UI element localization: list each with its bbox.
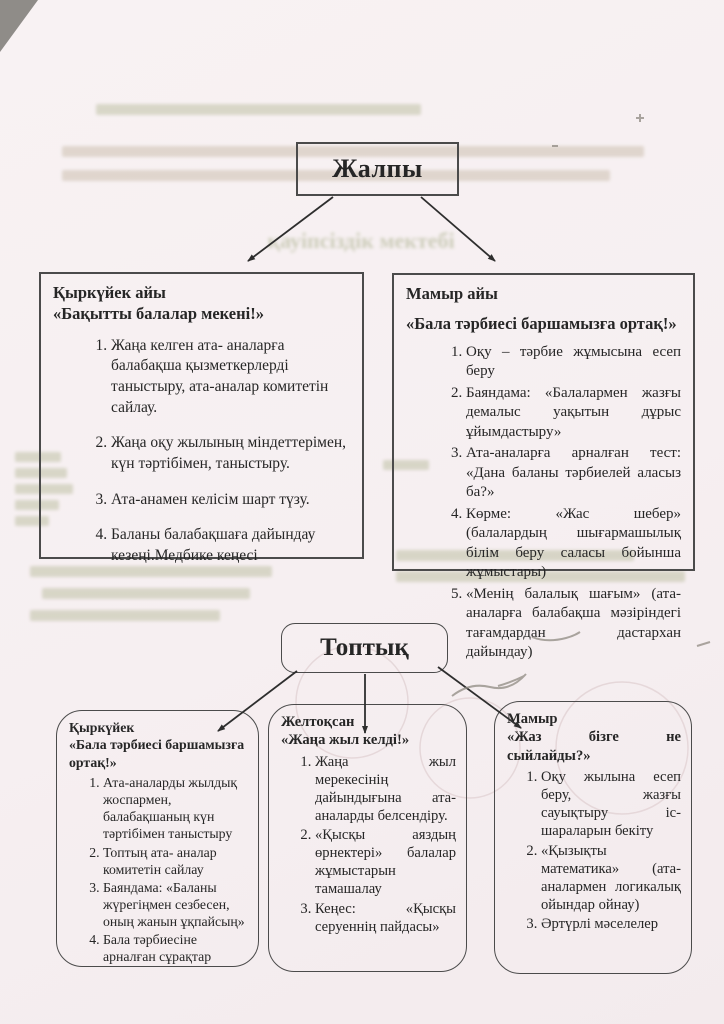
root-box-general	[296, 142, 459, 196]
bleedthrough-text-line	[96, 104, 421, 115]
plan-item: 3. Ата-анамен келісім шарт түзу.	[111, 490, 350, 511]
box-subtitle: «Жаз бізге не сыйлайды?»	[507, 729, 681, 764]
plan-item: 2. «Қызықты математика» (ата-аналармен логикалық ойындар ойнау)	[541, 842, 681, 914]
box-subtitle: «Бала тәрбиесі баршамызға ортақ!»	[69, 737, 245, 770]
box-title: Желтоқсан	[281, 714, 355, 730]
box-title: Мамыр айы	[406, 284, 498, 303]
plan-item: 2. Баяндама: «Балалармен жазғы демалыс уақытын дұрыс ұйымдастыру»	[466, 384, 681, 443]
box-title: Қыркүйек	[69, 720, 135, 735]
box-title: Мамыр	[507, 711, 558, 727]
plan-item: 3. Баяндама: «Баланы жүрегіңмен сезбесен, оның жанын ұқпайсың»	[103, 879, 248, 930]
plan-item: 2. Жаңа оқу жылының міндеттерімен, күн тәртібімен, таныстыру.	[111, 433, 350, 474]
bleedthrough-title: қауіпсіздік мектебі	[267, 228, 455, 253]
plan-item: 4. Баланы балабақшаға дайындау кезеңі.Медбике кеңесі	[111, 525, 350, 566]
plan-item: 1. Оқу – тәрбие жұмысына есеп беру	[466, 343, 681, 382]
plan-list	[281, 753, 456, 936]
bleedthrough-text-line	[30, 566, 272, 577]
plan-list	[53, 336, 350, 566]
box-title: Қыркүйек айы	[53, 283, 166, 302]
bleedthrough-text-line	[30, 610, 220, 621]
plan-item: 3. Әртүрлі мәселелер	[541, 915, 681, 933]
plan-item: 1. Оқу жылына есеп беру, жазғы сауықтыру іс-шараларын бекіту	[541, 768, 681, 840]
group-box-december	[268, 704, 467, 972]
plan-item: 4. Көрме: «Жас шебер» (балалардың шығармашылық білім беру саласы бойынша жұмыстары)	[466, 505, 681, 583]
plan-item: 4. Бала тәрбиесіне арналған сұрақтар	[103, 931, 248, 965]
plan-item: 5. «Менің балалық шағым» (ата-аналарға балабақша мәзіріндегі тағамдардан дастархан дайындау)	[466, 585, 681, 663]
plan-item: 1. Жаңа жыл мерекесінің дайындығына ата- аналарды белсендіру.	[315, 753, 456, 825]
plan-item: 3. Кеңес: «Қысқы серуеннің пайдасы»	[315, 900, 456, 936]
plan-list	[69, 774, 248, 965]
plan-item: 2. «Қысқы аяздың өрнектері» балалар жұмыстарын тамашалау	[315, 826, 456, 898]
box-subtitle: «Бақытты балалар мекені!»	[53, 304, 264, 324]
box-subtitle: «Бала тәрбиесі баршамызға ортақ!»	[406, 314, 677, 334]
plan-list	[406, 343, 681, 663]
plan-item: 1. Жаңа келген ата- аналарға балабақша қызметкерлерді таныстыру, ата-аналар комитетін сайлау.	[111, 336, 350, 418]
box-subtitle: «Жаңа жыл келді!»	[281, 732, 410, 749]
group-box-september	[56, 710, 259, 967]
plan-item: 2. Топтың ата- аналар комитетін сайлау	[103, 844, 248, 878]
root-box-group	[281, 623, 448, 673]
month-box-may	[392, 273, 695, 661]
plan-list	[507, 768, 681, 933]
month-box-september	[39, 272, 364, 564]
plan-item: 3. Ата-аналарға арналған тест: «Дана баланы тәрбиелей аласыз ба?»	[466, 444, 681, 503]
group-box-label: Топтық	[320, 634, 409, 661]
scan-corner-artifact	[0, 0, 38, 52]
root-box-label: Жалпы	[332, 154, 423, 183]
group-box-may	[494, 701, 692, 974]
plan-item: 1. Ата-аналарды жылдық жоспармен, балабақшаның күн тәртібімен таныстыру	[103, 774, 248, 842]
bleedthrough-text-line	[42, 588, 250, 599]
